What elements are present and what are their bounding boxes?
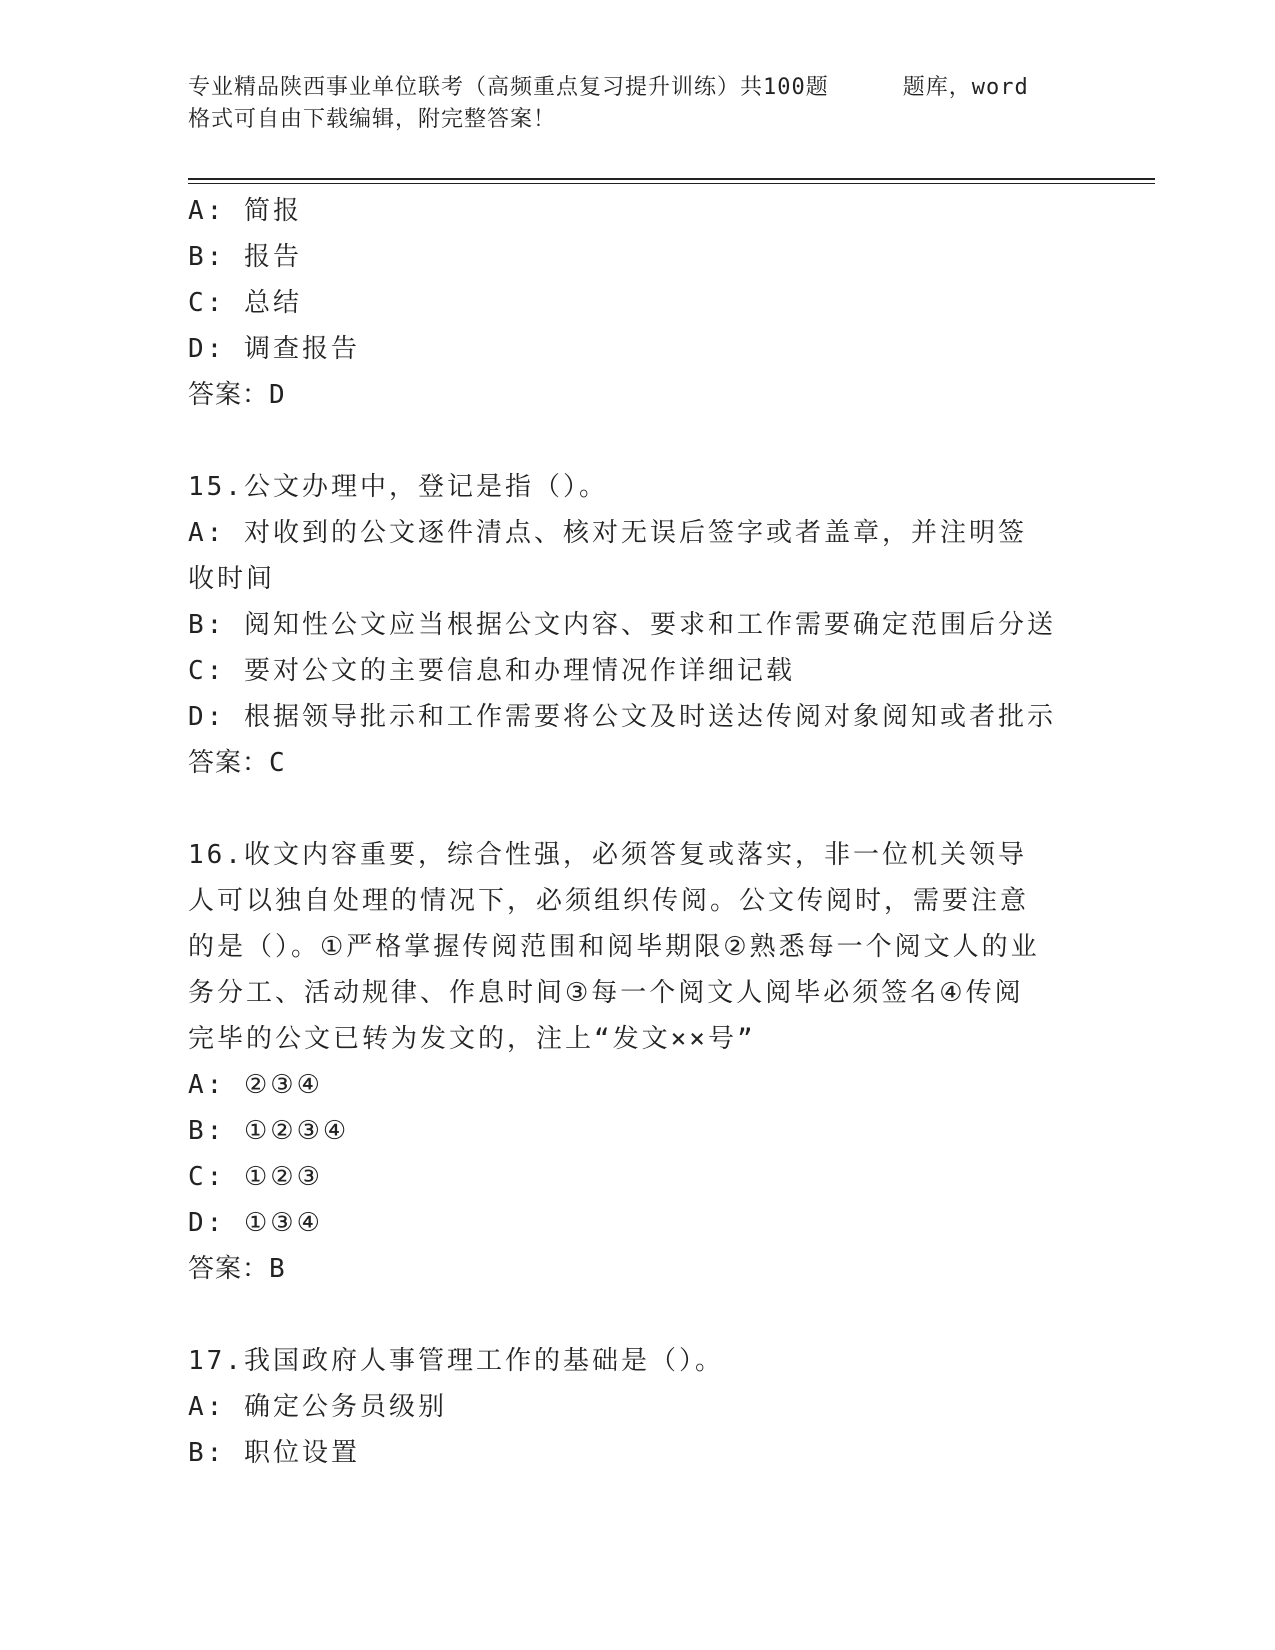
option-d: D: ①③④	[188, 1208, 323, 1238]
question-17	[188, 1338, 1088, 1476]
option-c: C: 要对公文的主要信息和办理情况作详细记载	[188, 656, 795, 686]
document-header	[188, 72, 1088, 136]
option-a: A: 确定公务员级别	[188, 1392, 447, 1422]
header-title: 专业精品陕西事业单位联考（高频重点复习提升训练）共100题	[188, 75, 829, 100]
option-b: B: 报告	[188, 242, 302, 272]
header-divider-thick	[188, 178, 1155, 180]
option-d: D: 根据领导批示和工作需要将公文及时送达传阅对象阅知或者批示	[188, 702, 1056, 732]
question-15	[188, 464, 1088, 786]
question-list	[188, 188, 1088, 1476]
question-stem: 16.收文内容重要，综合性强，必须答复或落实，非一位机关领导人可以独自处理的情况下，必须组织传阅。公文传阅时，需要注意的是（）。①严格掌握传阅范围和阅毕期限②熟悉每一个阅文人的业务分工、活动规律、作息时间③每一个阅文人阅毕必须签名④传阅完毕的公文已转为发文的，注上“发文××号”	[188, 840, 1040, 1054]
answer-line: 答案：C	[188, 748, 286, 778]
option-a: A: 对收到的公文逐件清点、核对无误后签字或者盖章，并注明签收时间	[188, 518, 1027, 594]
header-line-1	[188, 72, 1088, 104]
question-14	[188, 188, 1088, 418]
header-divider-thin	[188, 183, 1155, 184]
option-b: B: 阅知性公文应当根据公文内容、要求和工作需要确定范围后分送	[188, 610, 1056, 640]
question-stem: 17.我国政府人事管理工作的基础是（）。	[188, 1346, 724, 1376]
option-b: B: ①②③④	[188, 1116, 350, 1146]
option-a: A: 简报	[188, 196, 302, 226]
answer-line: 答案：B	[188, 1254, 286, 1284]
option-d: D: 调查报告	[188, 334, 360, 364]
question-16	[188, 832, 1088, 1292]
question-stem: 15.公文办理中，登记是指（）。	[188, 472, 608, 502]
header-title-tail: 题库，word	[902, 75, 1029, 100]
option-a: A: ②③④	[188, 1070, 323, 1100]
answer-line: 答案：D	[188, 380, 286, 410]
header-line-2: 格式可自由下载编辑，附完整答案！	[188, 107, 557, 132]
option-c: C: ①②③	[188, 1162, 323, 1192]
option-c: C: 总结	[188, 288, 302, 318]
option-b: B: 职位设置	[188, 1438, 360, 1468]
